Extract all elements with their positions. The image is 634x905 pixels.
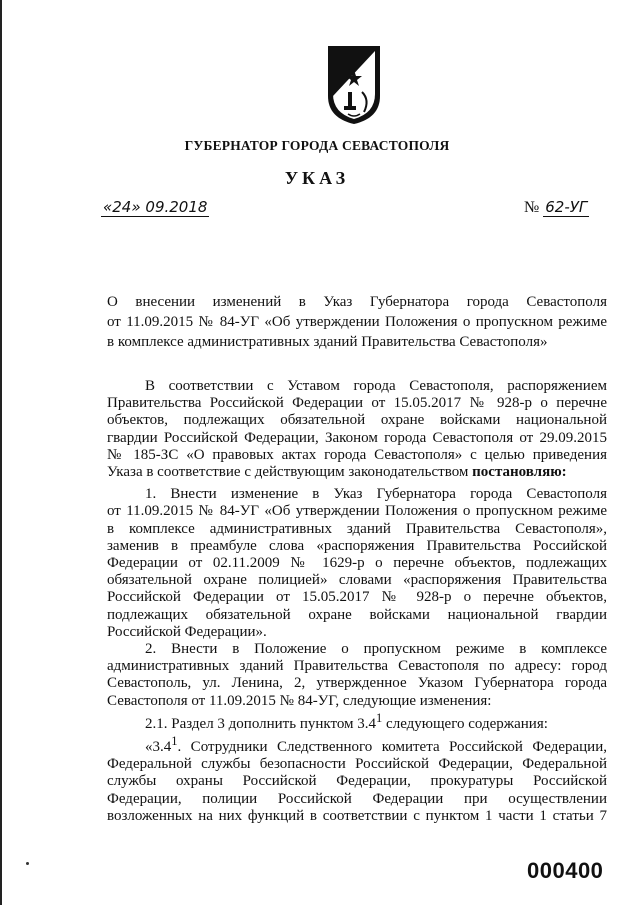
scan-speck bbox=[26, 862, 29, 865]
preamble-line: № 185-ЗС «О правовых актах города Севастополя» с целью приведения bbox=[107, 446, 607, 463]
item34-line: возложенных на них функций в соответствии с пунктом 1 части 1 статьи 7 bbox=[107, 807, 607, 824]
item34-line: «$3.4^1$. Сотрудники Следственного комитета Российской Федерации, bbox=[145, 734, 607, 756]
item34-line: службы охраны Российской Федерации, прокуратуры Российской bbox=[107, 773, 607, 790]
item1-line: от 11.09.2015 № 84-УГ «Об утверждении Положения о пропускном режиме bbox=[107, 503, 607, 520]
decree-subject bbox=[107, 292, 607, 352]
issuer-title: ГУБЕРНАТОР ГОРОДА СЕВАСТОПОЛЯ bbox=[184, 138, 450, 153]
item2-line: Севастополя от 11.09.2015 № 84-УГ, следующие изменения: bbox=[107, 692, 492, 709]
item2-line: Севастополь, ул. Ленина, 2, утвержденное Указом Губернатора города bbox=[107, 675, 607, 692]
item1-line: подлежащих обязательной охране войсками национальной гвардии bbox=[107, 606, 607, 623]
decree-number bbox=[524, 198, 589, 217]
item2-line: 2. Внести в Положение о пропускном режиме в комплексе bbox=[145, 641, 607, 658]
preamble-line: В соответствии с Уставом города Севастополя, распоряжением bbox=[145, 378, 607, 394]
form-serial-number: 000400 bbox=[527, 858, 604, 883]
preamble-line: Правительства Российской Федерации от 15.05.2017 № 928-р о перечне bbox=[107, 395, 607, 412]
preamble-line: гвардии Российской Федерации, Законом города Севастополя от 29.09.2015 bbox=[107, 429, 607, 446]
item1-line: Российской Федерации от 15.05.2017 № 928-р о перечне объектов, bbox=[107, 589, 607, 606]
number-handwritten: 62-УГ bbox=[545, 198, 588, 216]
item34-line: Федеральной службы безопасности Российской Федерации, Федеральной bbox=[107, 756, 607, 773]
subject-line: в комплексе административных зданий Правительства Севастополя» bbox=[107, 334, 548, 350]
item1-line: Российской Федерации». bbox=[107, 623, 267, 640]
decree-date bbox=[101, 198, 209, 217]
date-handwritten: «24» 09.2018 bbox=[103, 198, 208, 216]
preamble-line: Указа в соответствие с действующим законодательством постановляю: bbox=[107, 464, 567, 481]
item1-line: Федерации от 02.11.2009 № 1629-р о перечне объектов, подлежащих bbox=[107, 555, 607, 572]
decree-body bbox=[107, 378, 607, 825]
number-prefix: № bbox=[524, 199, 540, 216]
item34-line: Федерации, полиции Российской Федерации при осуществлении bbox=[107, 790, 607, 807]
item1-line: 1. Внести изменение в Указ Губернатора города Севастополя bbox=[145, 486, 607, 503]
item21-line: 2.1. Раздел 3 дополнить пунктом $3.4^1$ следующего содержания: bbox=[145, 710, 548, 732]
document-type: УКАЗ bbox=[284, 168, 350, 188]
decree-verb: постановляю: bbox=[472, 464, 567, 481]
item1-line: заменив в преамбуле слова «распоряжения Правительства Российской bbox=[107, 537, 607, 554]
subject-line: от 11.09.2015 № 84-УГ «Об утверждении Положения о пропускном режиме bbox=[107, 314, 607, 330]
sevastopol-coat-of-arms-icon bbox=[324, 44, 384, 126]
subject-line: О внесении изменений в Указ Губернатора города Севастополя bbox=[107, 294, 607, 310]
item1-line: обязательной охране полицией» словами «распоряжения Правительства bbox=[107, 572, 607, 589]
scan-edge bbox=[0, 0, 2, 905]
preamble-line: объектов, подлежащих обязательной охране войсками национальной bbox=[107, 412, 607, 429]
item2-line: административных зданий Правительства Севастополя по адресу: город bbox=[107, 658, 607, 675]
item1-line: в комплексе административных зданий Правительства Севастополя», bbox=[107, 520, 607, 537]
